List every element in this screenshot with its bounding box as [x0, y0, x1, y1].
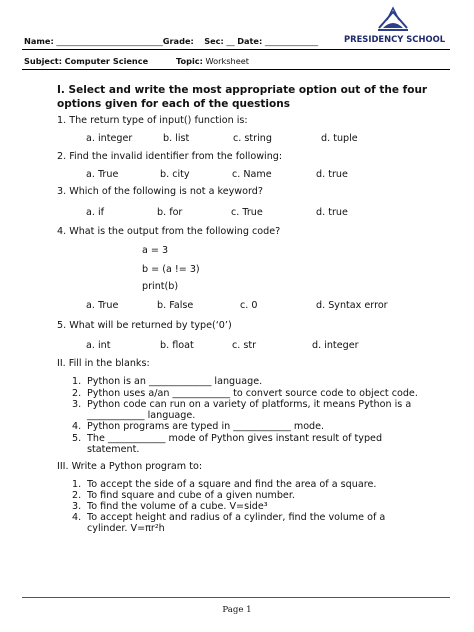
item-number: 3. [72, 501, 82, 512]
q4-option-c: c. 0 [240, 300, 258, 311]
grade-label: Grade: [162, 36, 194, 46]
question-1: 1. The return type of input() function is: [57, 115, 248, 126]
item-text: To find the volume of a cube. V=side³ [87, 501, 268, 512]
q3-option-b: b. for [157, 207, 183, 218]
item-text: To accept the side of a square and find the area of a square. [87, 479, 377, 490]
school-name: PRESIDENCY SCHOOL [344, 34, 446, 44]
subject-value: Computer Science [64, 56, 149, 66]
q5-option-a: a. int [86, 340, 111, 351]
date-label: Date: [237, 36, 263, 46]
question-5: 5. What will be returned by type(‘0’) [57, 320, 232, 331]
q5-option-b: b. float [160, 340, 194, 351]
sec-blank: __ [226, 36, 235, 46]
item-text: The ____________ mode of Python gives instant result of typed statement. [87, 433, 383, 455]
item-text: Python is an _____________ language. [87, 376, 263, 387]
school-logo-icon [373, 6, 413, 34]
q3-option-c: c. True [231, 207, 263, 218]
q2-option-a: a. True [86, 169, 119, 180]
question-4: 4. What is the output from the following code? [57, 226, 281, 237]
item-number: 2. [72, 490, 82, 501]
q3-option-a: a. if [86, 207, 105, 218]
item-number: 2. [72, 388, 82, 399]
header-line-2 [24, 56, 148, 66]
sec-label: Sec: [204, 36, 224, 46]
q4-option-b: b. False [157, 300, 194, 311]
q4-code-line-2: b = (a != 3) [142, 264, 200, 275]
footer-rule [22, 597, 450, 598]
item-text: To accept height and radius of a cylinder, find the volume of a cylinder. V=πr²h [87, 512, 386, 534]
date-blank: _____________ [264, 36, 319, 46]
topic-field [176, 56, 249, 66]
topic-value: Worksheet [205, 56, 250, 66]
q4-option-d: d. Syntax error [316, 300, 388, 311]
section-1-title: I. Select and write the most appropriate option out of the four options given for each of the questions [57, 84, 428, 110]
q2-option-b: b. city [160, 169, 190, 180]
q1-option-b: b. list [163, 133, 190, 144]
question-2: 2. Find the invalid identifier from the following: [57, 151, 283, 162]
item-number: 5. [72, 433, 82, 444]
q3-option-d: d. true [316, 207, 348, 218]
q2-option-d: d. true [316, 169, 348, 180]
q4-option-a: a. True [86, 300, 119, 311]
q4-code-line-3: print(b) [142, 281, 179, 292]
item-text: Python code can run on a variety of platforms, it means Python is a ____________ language. [87, 399, 412, 421]
name-label: Name: [24, 36, 54, 46]
topic-label: Topic: [176, 56, 203, 66]
q5-option-d: d. integer [312, 340, 359, 351]
q4-code-line-1: a = 3 [142, 245, 169, 256]
q1-option-d: d. tuple [321, 133, 358, 144]
section-2-title: II. Fill in the blanks: [57, 358, 150, 369]
q1-option-c: c. string [233, 133, 272, 144]
item-number: 4. [72, 421, 82, 432]
q2-option-c: c. Name [232, 169, 272, 180]
q1-option-a: a. integer [86, 133, 133, 144]
q5-option-c: c. str [232, 340, 257, 351]
header-rule-bottom [22, 69, 450, 70]
item-text: To find square and cube of a given number. [87, 490, 295, 501]
item-number: 3. [72, 399, 82, 410]
item-text: Python programs are typed in ____________ mode. [87, 421, 325, 432]
item-number: 1. [72, 376, 82, 387]
header-line-1 [24, 36, 318, 46]
item-number: 1. [72, 479, 82, 490]
item-text: Python uses a/an ____________ to convert source code to object code. [87, 388, 418, 399]
header-rule-top [22, 49, 450, 50]
question-3: 3. Which of the following is not a keyword? [57, 186, 263, 197]
subject-label: Subject: [24, 56, 62, 66]
name-blank: __________________________ [56, 36, 163, 46]
section-3-title: III. Write a Python program to: [57, 461, 203, 472]
item-number: 4. [72, 512, 82, 523]
page-number: Page 1 [222, 605, 252, 615]
